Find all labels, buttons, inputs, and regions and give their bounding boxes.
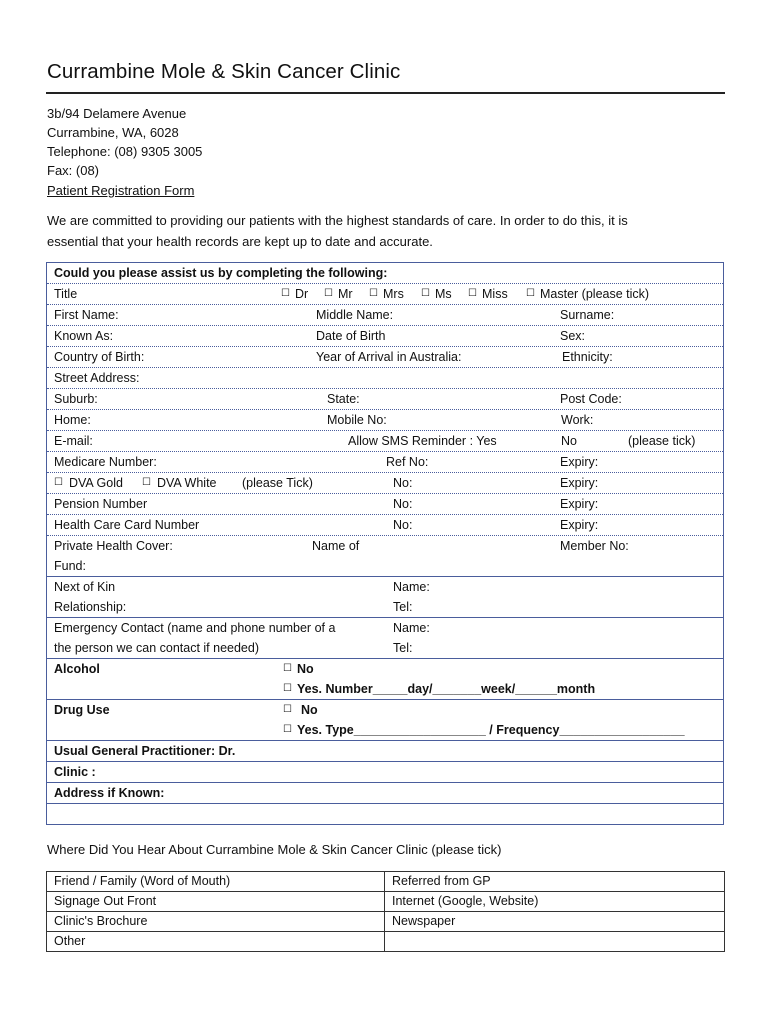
hear-option-other: Other — [54, 934, 86, 948]
email-row — [47, 431, 724, 452]
alcohol-no-checkbox[interactable]: ☐ — [283, 663, 292, 674]
hear-option-cell[interactable] — [47, 872, 385, 892]
medicare-number-label: Medicare Number: — [54, 455, 157, 469]
hear-option-cell[interactable] — [385, 912, 725, 932]
suburb-label: Suburb: — [54, 392, 98, 406]
telephone: Telephone: (08) 9305 3005 — [47, 144, 203, 159]
emergency-contact-row — [47, 618, 724, 639]
title-mr-checkbox[interactable]: ☐ — [324, 288, 333, 299]
first-name-label: First Name: — [54, 308, 119, 322]
title-dr-checkbox[interactable]: ☐ — [281, 288, 290, 299]
dva-gold-checkbox[interactable]: ☐ — [54, 477, 63, 488]
usual-gp-label: Usual General Practitioner: Dr. — [54, 744, 236, 758]
drug-use-label: Drug Use — [54, 703, 110, 717]
hear-option-cell[interactable] — [385, 932, 725, 952]
relationship-row — [47, 597, 724, 618]
alcohol-yes-label: Yes. Number_____day/_______week/______month — [297, 682, 596, 696]
phone-row — [47, 410, 724, 431]
hear-option-cell[interactable] — [47, 932, 385, 952]
email-label: E-mail: — [54, 434, 93, 448]
sms-no-label: No — [561, 434, 577, 448]
hear-about-title: Where Did You Hear About Currambine Mole & Skin Cancer Clinic (please tick) — [47, 842, 502, 857]
health-care-expiry-label: Expiry: — [560, 518, 599, 532]
title-divider — [46, 92, 725, 94]
title-dr-label: Dr — [295, 287, 309, 301]
drug-yes-row — [47, 720, 724, 741]
medicare-expiry-label: Expiry: — [560, 455, 599, 469]
hear-option-cell[interactable] — [47, 892, 385, 912]
home-phone-label: Home: — [54, 413, 91, 427]
alcohol-yes-row — [47, 679, 724, 700]
dva-gold-label: DVA Gold — [69, 476, 123, 490]
hear-option-brochure: Clinic's Brochure — [54, 914, 148, 928]
health-care-card-row — [47, 515, 724, 536]
dva-tick-label: (please Tick) — [242, 476, 313, 490]
emergency-contact-row-2 — [47, 638, 724, 659]
address-if-known-label: Address if Known: — [54, 786, 165, 800]
hear-option-cell[interactable] — [385, 892, 725, 912]
hear-option-friend-family: Friend / Family (Word of Mouth) — [54, 874, 231, 888]
date-of-birth-label: Date of Birth — [316, 329, 386, 343]
hear-option-newspaper: Newspaper — [392, 914, 456, 928]
alcohol-yes-checkbox[interactable]: ☐ — [283, 683, 292, 694]
mobile-no-label: Mobile No: — [327, 413, 387, 427]
member-no-label: Member No: — [560, 539, 629, 553]
address-if-known-row — [47, 783, 724, 804]
relationship-label: Relationship: — [54, 600, 127, 614]
form-name: Patient Registration Form — [47, 183, 195, 198]
pension-row — [47, 494, 724, 515]
private-health-row — [47, 536, 724, 557]
hear-option-cell[interactable] — [385, 872, 725, 892]
sex-label: Sex: — [560, 329, 586, 343]
registration-form-table — [46, 262, 724, 825]
dva-expiry-label: Expiry: — [560, 476, 599, 490]
fax: Fax: (08) — [47, 163, 100, 178]
alcohol-row — [47, 659, 724, 680]
fund-row — [47, 556, 724, 577]
drug-yes-checkbox[interactable]: ☐ — [283, 724, 292, 735]
known-as-label: Known As: — [54, 329, 114, 343]
allow-sms-label: Allow SMS Reminder : Yes — [348, 434, 497, 448]
health-care-no-label: No: — [393, 518, 413, 532]
name-row — [47, 305, 724, 326]
hear-option-internet: Internet (Google, Website) — [392, 894, 539, 908]
dva-row — [47, 473, 724, 494]
emergency-tel-label: Tel: — [393, 641, 413, 655]
next-of-kin-label: Next of Kin — [54, 580, 116, 594]
dva-white-label: DVA White — [157, 476, 217, 490]
drug-use-row — [47, 700, 724, 721]
drug-yes-label: Yes. Type___________________ / Frequency__________________ — [297, 723, 685, 737]
medicare-row — [47, 452, 724, 473]
title-mr-label: Mr — [338, 287, 353, 301]
title-master-checkbox[interactable]: ☐ — [526, 288, 535, 299]
name-of-label: Name of — [312, 539, 360, 553]
intro-line-1: We are committed to providing our patients with the highest standards of care. In order to do this, it is — [47, 213, 628, 228]
pension-expiry-label: Expiry: — [560, 497, 599, 511]
clinic-label: Clinic : — [54, 765, 96, 779]
year-of-arrival-label: Year of Arrival in Australia: — [316, 350, 462, 364]
blank-row[interactable] — [47, 804, 724, 825]
form-heading-cell — [47, 263, 724, 284]
address-line-2: Currambine, WA, 6028 — [47, 125, 179, 140]
fund-label: Fund: — [54, 559, 86, 573]
hear-option-signage: Signage Out Front — [54, 894, 157, 908]
title-mrs-label: Mrs — [383, 287, 404, 301]
pension-no-label: No: — [393, 497, 413, 511]
title-label: Title — [54, 287, 78, 301]
alcohol-no-label: No — [297, 662, 314, 676]
country-of-birth-label: Country of Birth: — [54, 350, 145, 364]
pension-number-label: Pension Number — [54, 497, 148, 511]
next-of-kin-name-label: Name: — [393, 580, 430, 594]
sms-tick-label: (please tick) — [628, 434, 696, 448]
title-miss-checkbox[interactable]: ☐ — [468, 288, 477, 299]
title-master-label: Master (please tick) — [540, 287, 650, 301]
work-phone-label: Work: — [561, 413, 594, 427]
street-address-row — [47, 368, 724, 389]
drug-no-checkbox[interactable]: ☐ — [283, 704, 292, 715]
surname-label: Surname: — [560, 308, 615, 322]
title-ms-label: Ms — [435, 287, 452, 301]
street-address-label: Street Address: — [54, 371, 140, 385]
suburb-row — [47, 389, 724, 410]
emergency-name-label: Name: — [393, 621, 430, 635]
form-heading: Could you please assist us by completing the following: — [54, 266, 388, 280]
country-row — [47, 347, 724, 368]
page-title: Currambine Mole & Skin Cancer Clinic — [47, 60, 401, 83]
title-miss-label: Miss — [482, 287, 508, 301]
next-of-kin-row — [47, 577, 724, 598]
title-row — [47, 284, 724, 305]
drug-no-label: No — [301, 703, 318, 717]
private-health-cover-label: Private Health Cover: — [54, 539, 173, 553]
dva-white-checkbox[interactable]: ☐ — [142, 477, 151, 488]
hear-option-referred-gp: Referred from GP — [392, 874, 491, 888]
hear-about-table — [46, 871, 725, 952]
middle-name-label: Middle Name: — [316, 308, 394, 322]
next-of-kin-tel-label: Tel: — [393, 600, 413, 614]
intro-line-2: essential that your health records are kept up to date and accurate. — [47, 234, 433, 249]
title-ms-checkbox[interactable]: ☐ — [421, 288, 430, 299]
address-line-1: 3b/94 Delamere Avenue — [47, 106, 187, 121]
dva-no-label: No: — [393, 476, 413, 490]
known-as-row — [47, 326, 724, 347]
ethnicity-label: Ethnicity: — [562, 350, 613, 364]
usual-gp-row — [47, 741, 724, 762]
title-mrs-checkbox[interactable]: ☐ — [369, 288, 378, 299]
hear-option-cell[interactable] — [47, 912, 385, 932]
emergency-contact-label-2: the person we can contact if needed) — [54, 641, 259, 655]
state-label: State: — [327, 392, 360, 406]
health-care-card-label: Health Care Card Number — [54, 518, 200, 532]
emergency-contact-label-1: Emergency Contact (name and phone number of a — [54, 621, 336, 635]
ref-no-label: Ref No: — [386, 455, 429, 469]
alcohol-label: Alcohol — [54, 662, 100, 676]
clinic-row — [47, 762, 724, 783]
post-code-label: Post Code: — [560, 392, 622, 406]
